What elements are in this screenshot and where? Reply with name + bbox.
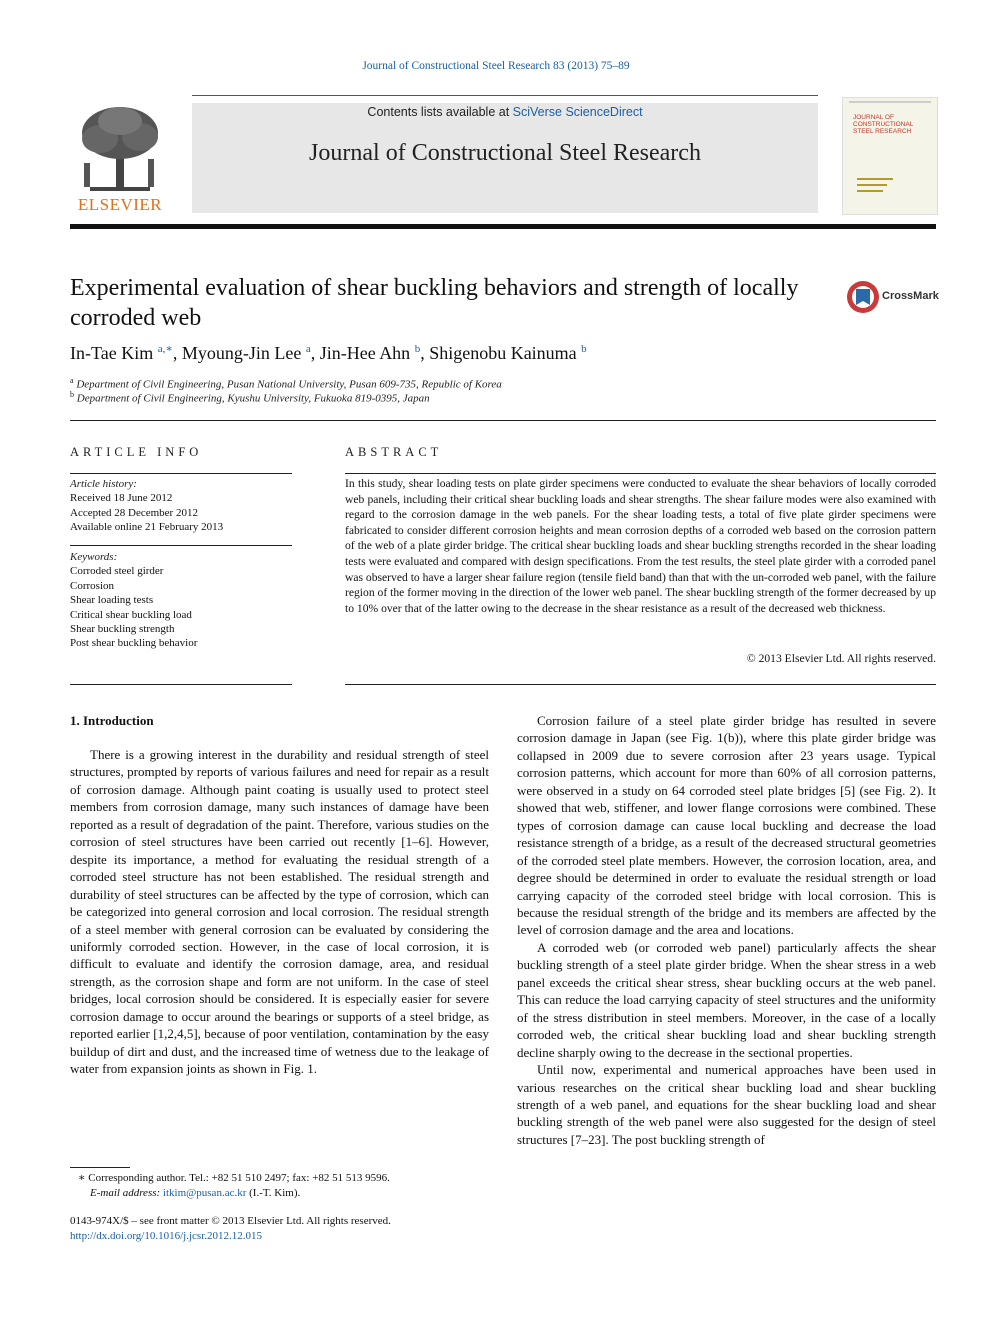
author-name[interactable]: Jin-Hee Ahn [319, 343, 411, 363]
cover-bar [849, 101, 931, 103]
section-heading: 1. Introduction [70, 713, 154, 728]
contents-line [192, 105, 818, 119]
abstract-copyright: © 2013 Elsevier Ltd. All rights reserved. [746, 652, 936, 665]
author-list: In-Tae Kim $^{a,∗}$, Myoung-Jin Lee $^a$, Jin-Hee Ahn $^b$, Shigenobu Kainuma $^b$ [70, 343, 587, 363]
keyword: Shear buckling strength [70, 623, 175, 636]
section-divider [70, 420, 936, 421]
affiliation-text: Department of Civil Engineering, Kyushu University, Fukuoka 819-0395, Japan [76, 392, 430, 405]
keyword: Shear loading tests [70, 594, 154, 607]
abstract-bottom-rule [345, 684, 936, 685]
journal-citation[interactable]: Journal of Constructional Steel Research 83 (2013) 75–89 [362, 60, 630, 72]
body-column-left [70, 746, 489, 1078]
body-paragraph: There is a growing interest in the durability and residual strength of steel structures, prompted by reports of various failures and need for repair as a result of corrosion damage. Although paint coating is usually used to protect steel members from corrosion damage, many such instances of damage have been reported as a result of degradation of the paint. Therefore, various studies on the corrosion of steel structures have been carried out recently [1–6]. However, despite its importance, a method for evaluating the residual strength of a corroded steel structure has not been established. The residual strength and durability of steel structures can be affected by the type of corrosion, which can be categorized into general corrosion and local corrosion. The residual strength of a steel member with general corrosion can be evaluated by considering the uniformly corroded section. However, in the case of local corrosion, it is difficult to evaluate and identify the corrosion damage, area, and residual strength, as the corrosion shape and form are not uniform. In the case of steel bridges, local corrosion should be considered. It is especially easier for severe corrosion damage to occur around the bearings or supports of a steel bridge, as reported earlier [1,2,4,5], because of poor ventilation, contamination by the easy buildup of dirt and dust, and the increased time of wetness due to the leakage of water from expansion joints as shown in Fig. 1. [70, 747, 489, 1077]
affiliation-text: Department of Civil Engineering, Pusan National University, Pusan 609-735, Republic of Korea [76, 378, 502, 391]
abstract-rule [345, 473, 936, 474]
abstract-heading: ABSTRACT [345, 445, 443, 459]
crossmark-badge[interactable] [846, 280, 938, 316]
author-name[interactable]: Shigenobu Kainuma [429, 343, 577, 363]
history-label: Article history: [70, 478, 137, 490]
affiliation-b [70, 390, 430, 405]
affiliation-mark: b [70, 390, 74, 399]
article-history [70, 477, 292, 535]
cover-line: STEEL RESEARCH [853, 128, 912, 135]
footnote [70, 1171, 490, 1201]
cover-text-line [857, 184, 887, 186]
body-paragraph: Until now, experimental and numerical approaches have been used in various researches on the critical shear buckling load and shear buckling strength of a web panel, and equations for the shear buckling load and shear buckling strength of the web panel were also suggested for the design of steel structures [7–23]. The post buckling strength of [517, 1062, 936, 1147]
keywords-label: Keywords: [70, 551, 118, 563]
email-suffix: (I.-T. Kim). [249, 1187, 301, 1199]
issn-line: 0143-974X/$ – see front matter © 2013 Elsevier Ltd. All rights reserved. [70, 1215, 391, 1227]
front-matter [70, 1214, 391, 1244]
keyword: Critical shear buckling load [70, 608, 192, 621]
history-item: Accepted 28 December 2012 [70, 506, 198, 519]
cover-line: CONSTRUCTIONAL [853, 121, 914, 128]
cover-text-line [857, 178, 893, 180]
keyword: Corroded steel girder [70, 565, 164, 578]
author-affil-mark[interactable]: a [305, 343, 311, 355]
header-thick-rule [70, 224, 936, 229]
affiliation-mark: a [70, 376, 74, 385]
journal-cover-thumbnail[interactable] [842, 97, 938, 215]
cover-text-line [857, 190, 883, 192]
footnote-rule [70, 1167, 130, 1168]
article-info-rule [70, 473, 292, 474]
keywords-rule [70, 545, 292, 546]
author-affil-mark[interactable]: b [581, 343, 587, 355]
crossmark-icon [846, 280, 880, 314]
keyword: Post shear buckling behavior [70, 637, 198, 650]
keyword: Corrosion [70, 579, 114, 592]
journal-title: Journal of Constructional Steel Research [309, 140, 701, 166]
author-email-link[interactable]: itkim@pusan.ac.kr [162, 1187, 247, 1199]
crossmark-label: CrossMark [882, 290, 939, 302]
author-affil-mark[interactable]: a,∗ [157, 343, 173, 355]
abstract-text: In this study, shear loading tests on plate girder specimens were conducted to evaluate the shear behaviors of locally corroded web panels, including their critical shear buckling loads and shear strengths. The shear failure modes were also examined with regard to the corrosion damage in the web panels. For the shear loading tests, a total of five plate girder specimens were fabricated to consider different corrosion heights and mean corrosion depths of a corroded web based on the corrosion pattern of the web of a plate girder bridge. The critical shear buckling loads and shear buckling strengths recorded in the shear loading tests were evaluated and compared with design specifications. From the test results, the steel plate girder with a corroded panel was observed to have a larger shear failure region (tensile field band) than that with the un-corroded web panel, with the failure region of the former moving in the direction of the lower web panel. The shear buckling strength of the former decreased by up to 10% over that of the latter owing to the decrease in the shear resistance as a result of the decreased web thickness. [345, 477, 936, 615]
history-item: Available online 21 February 2013 [70, 521, 224, 534]
author-name[interactable]: In-Tae Kim [70, 343, 154, 363]
article-info-heading: ARTICLE INFO [70, 445, 203, 459]
cover-title [853, 114, 913, 135]
keywords-block [70, 550, 292, 651]
doi-link[interactable]: http://dx.doi.org/10.1016/j.jcsr.2012.12.015 [70, 1230, 262, 1242]
body-paragraph: Corrosion failure of a steel plate girder bridge has resulted in severe corrosion damage in Japan (see Fig. 1(b)), where this plate girder bridge was collapsed in 2009 due to severe corrosion after 23 years usage. Typical corrosion patterns, which account for more than 60% of all corrosion patterns, were observed in a study on 64 corroded steel plate bridges [5] (see Fig. 2). It showed that web, stiffener, and lower flange corrosions were combined. These types of corrosion damage can cause local buckling and decrease the load resistance strength of a bridge, as a result of the decreased structural geometries of the corroded steel plate members. However, the corrosion location, area, and degree should be determined in order to evaluate the residual strength or load carrying capacity of the corroded steel bridge with local corrosion. This is because the residual strength of the bridge and its members are affected by the level of corrosion damage and the area and locations. [517, 713, 936, 938]
cover-line: JOURNAL OF [853, 114, 894, 121]
email-label: E-mail address: [90, 1187, 161, 1199]
history-item: Received 18 June 2012 [70, 492, 173, 505]
author-name[interactable]: Myoung-Jin Lee [181, 343, 302, 363]
publisher-name: ELSEVIER [77, 195, 163, 214]
body-paragraph: A corroded web (or corroded web panel) particularly affects the shear buckling strength of a steel plate girder bridge. When the shear stress in a web panel exceeds the critical shear stress, shear buckling occurs at the web panel. This can reduce the load carrying capacity of steel structures and the uniformity of the stress distribution in steel members. Moreover, in the case of a locally corroded web, the critical shear buckling load and shear buckling strength decline sharply owing to the decrease in the sectional properties. [517, 939, 936, 1060]
sciencedirect-link[interactable]: SciVerse ScienceDirect [512, 105, 643, 119]
header-rule [192, 95, 818, 96]
contents-prefix: Contents lists available at [367, 105, 513, 119]
article-info-bottom-rule [70, 684, 292, 685]
article-title: Experimental evaluation of shear buckling behaviors and strength of locally corroded web [70, 275, 799, 331]
body-column-right [517, 712, 936, 1148]
corresponding-author-note: ∗ Corresponding author. Tel.: +82 51 510 2497; fax: +82 51 513 9596. [78, 1172, 390, 1184]
affiliation-a [70, 376, 502, 391]
author-affil-mark[interactable]: b [414, 343, 421, 355]
tree-icon [70, 103, 170, 195]
